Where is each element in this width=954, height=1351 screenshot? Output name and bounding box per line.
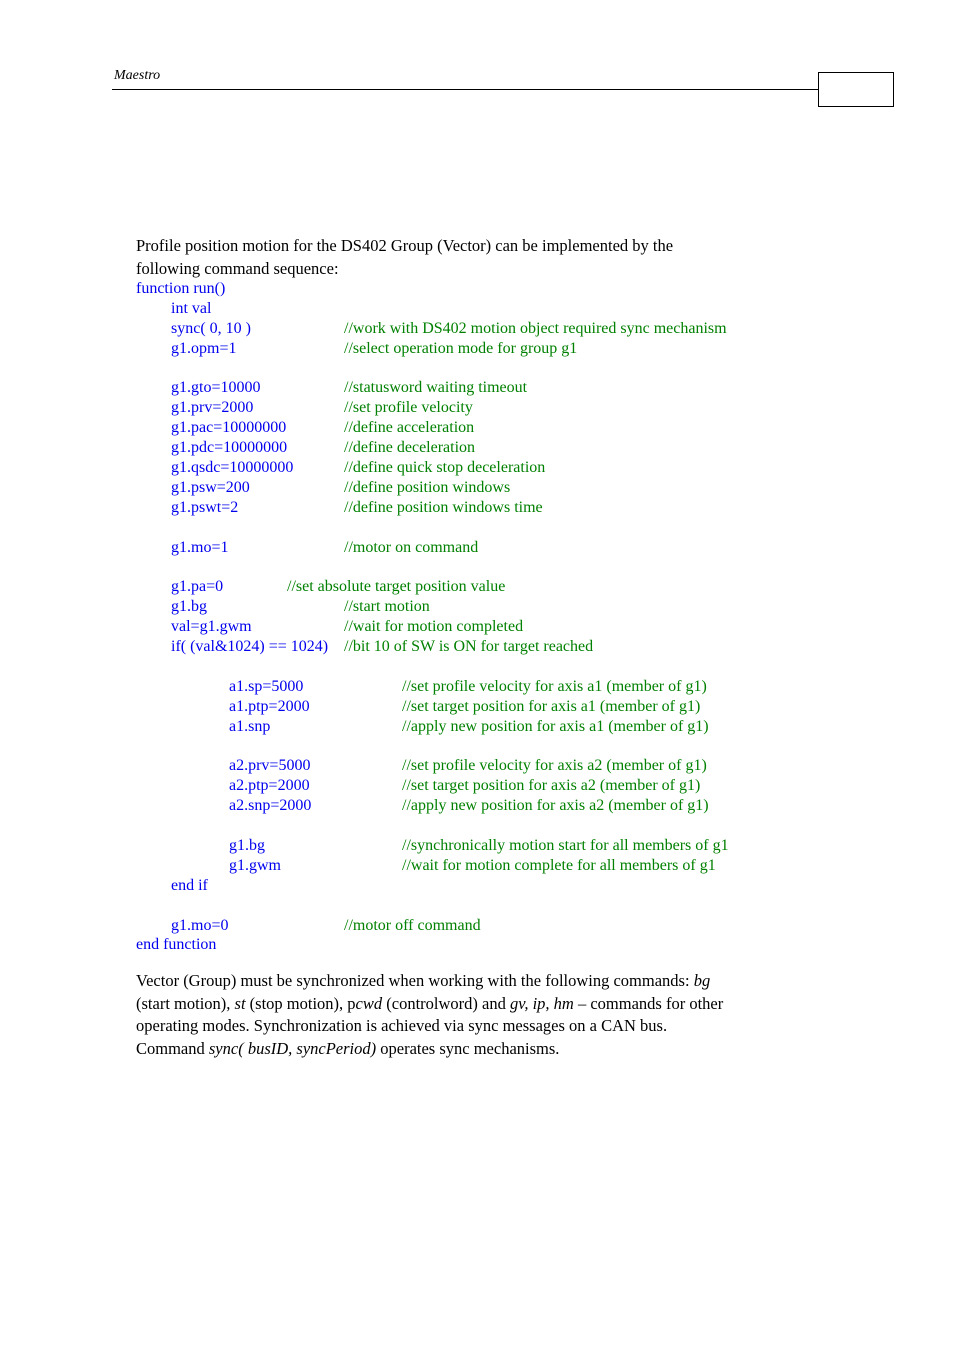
code-line: [136, 478, 836, 498]
code-comment: //set profile velocity for axis a2 (member of g1): [402, 757, 707, 775]
code-comment: //define acceleration: [344, 419, 475, 437]
code-line: [136, 836, 836, 856]
code-line: [136, 339, 836, 359]
code-text: function run(): [136, 280, 226, 297]
code-line: [136, 418, 836, 438]
page-number-box: [818, 72, 894, 107]
code-comment: //set target position for axis a1 (member of g1): [402, 697, 701, 715]
code-line: [136, 458, 836, 478]
code-text: g1.pswt=2: [171, 498, 239, 516]
code-text: end if: [171, 876, 208, 894]
code-comment: //set profile velocity for axis a1 (member of g1): [402, 677, 707, 695]
code-line: [136, 299, 836, 319]
header-title: Maestro: [114, 68, 161, 83]
header-rule: [112, 89, 819, 90]
outro-paragraph: [136, 970, 816, 1060]
code-comment: //apply new position for axis a1 (member of g1): [402, 717, 709, 735]
code-comment: //motor on command: [344, 538, 479, 556]
outro-line: operating modes. Synchronization is achieved via sync messages on a CAN bus.: [136, 1016, 668, 1035]
command-st: st: [234, 993, 246, 1013]
code-comment: //statusword waiting timeout: [344, 379, 528, 397]
code-line-blank: [136, 896, 836, 916]
code-text: int val: [171, 299, 212, 317]
command-modes: gv, ip, hm: [509, 993, 574, 1013]
code-line: [136, 538, 836, 558]
code-comment: //set absolute target position value: [287, 578, 506, 596]
outro-line: [136, 970, 816, 993]
code-line-blank: [136, 736, 836, 756]
intro-paragraph: [136, 234, 786, 280]
code-line: [136, 776, 836, 796]
code-line: [136, 677, 836, 697]
code-text: end function: [136, 936, 217, 954]
outro-text: – commands for other: [573, 993, 724, 1013]
code-comment: //select operation mode for group g1: [344, 339, 578, 357]
code-text: g1.bg: [171, 598, 207, 616]
code-line: [136, 935, 836, 955]
code-line: [136, 498, 836, 518]
code-line: [136, 378, 836, 398]
code-text: g1.mo=1: [171, 538, 229, 556]
code-line: [136, 717, 836, 737]
code-comment: //define position windows: [344, 478, 511, 496]
code-text: g1.prv=2000: [171, 399, 254, 417]
code-text: if( (val&1024) == 1024): [171, 638, 329, 656]
code-text: g1.qsdc=10000000: [171, 459, 294, 477]
code-text: sync( 0, 10 ): [171, 319, 251, 337]
code-text: a2.ptp=2000: [229, 777, 310, 795]
code-text: g1.psw=200: [171, 478, 250, 496]
code-text: g1.gto=10000: [171, 379, 261, 397]
code-line: [136, 279, 836, 299]
code-line-blank: [136, 816, 836, 836]
code-line-blank: [136, 518, 836, 538]
code-line: [136, 319, 836, 339]
command-bg: bg: [693, 971, 711, 990]
code-line: [136, 796, 836, 816]
code-text: a2.snp=2000: [229, 797, 312, 815]
code-comment: //define quick stop deceleration: [344, 459, 546, 477]
code-line: [136, 916, 836, 936]
outro-text: (stop motion), p: [245, 993, 356, 1013]
intro-line: following command sequence:: [136, 259, 339, 278]
code-comment: //bit 10 of SW is ON for target reached: [344, 638, 594, 656]
code-comment: //motor off command: [344, 916, 481, 934]
code-line: [136, 756, 836, 776]
outro-text: (controlword) and: [382, 993, 510, 1013]
code-text: a1.ptp=2000: [229, 697, 310, 715]
code-line: [136, 398, 836, 418]
code-comment: //set target position for axis a2 (member of g1): [402, 777, 701, 795]
code-line: [136, 876, 836, 896]
code-line: [136, 856, 836, 876]
code-comment: //define deceleration: [344, 439, 476, 457]
code-text: a1.snp: [229, 717, 271, 735]
outro-line: [136, 993, 816, 1016]
code-text: a1.sp=5000: [229, 677, 304, 695]
code-line: [136, 577, 836, 597]
code-comment: //wait for motion completed: [344, 618, 524, 636]
code-text: g1.mo=0: [171, 916, 229, 934]
code-line-blank: [136, 359, 836, 379]
code-comment: //define position windows time: [344, 498, 543, 516]
outro-text: Command: [136, 1038, 209, 1058]
command-sync: sync( busID, syncPeriod): [208, 1038, 377, 1058]
code-comment: //wait for motion complete for all members of g1: [402, 856, 716, 874]
outro-text: (start motion),: [136, 993, 235, 1013]
outro-line: [136, 1038, 816, 1061]
code-comment: //synchronically motion start for all members of g1: [402, 836, 729, 854]
code-line: [136, 617, 836, 637]
command-cwd: cwd: [355, 993, 383, 1013]
code-line-blank: [136, 557, 836, 577]
code-text: g1.gwm: [229, 856, 281, 874]
code-line-blank: [136, 657, 836, 677]
code-text: g1.pac=10000000: [171, 419, 287, 437]
code-text: g1.opm=1: [171, 339, 237, 357]
intro-line: Profile position motion for the DS402 Group (Vector) can be implemented by the: [136, 236, 674, 255]
code-text: g1.pdc=10000000: [171, 439, 288, 457]
code-text: g1.pa=0: [171, 578, 224, 596]
code-comment: //work with DS402 motion object required sync mechanism: [344, 319, 727, 337]
code-line: [136, 597, 836, 617]
code-text: val=g1.gwm: [171, 618, 252, 636]
code-listing: [136, 279, 836, 955]
code-comment: //apply new position for axis a2 (member of g1): [402, 797, 709, 815]
outro-text: operates sync mechanisms.: [376, 1038, 560, 1058]
code-comment: //start motion: [344, 598, 430, 616]
code-line: [136, 697, 836, 717]
code-text: a2.prv=5000: [229, 757, 311, 775]
code-text: g1.bg: [229, 836, 265, 854]
code-line: [136, 637, 836, 657]
code-comment: //set profile velocity: [344, 399, 473, 417]
outro-text: Vector (Group) must be synchronized when working with the following commands:: [136, 971, 694, 990]
code-line: [136, 438, 836, 458]
